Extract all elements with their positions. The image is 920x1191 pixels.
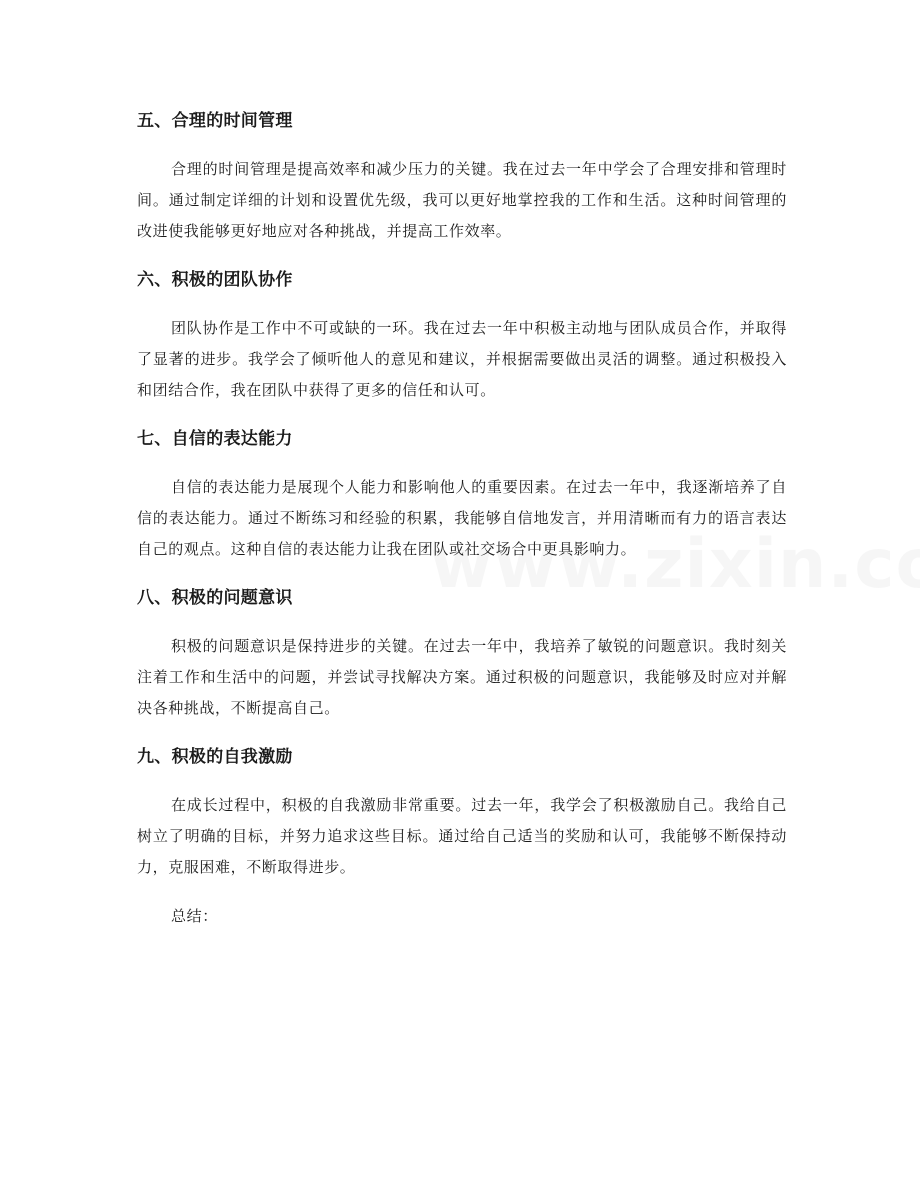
- document-body: [137, 106, 787, 932]
- section-paragraph-expression: 自信的表达能力是展现个人能力和影响他人的重要因素。在过去一年中，我逐渐培养了自信的表达能力。通过不断练习和经验的积累，我能够自信地发言，并用清晰而有力的语言表达自己的观点。这种自信的表达能力让我在团队或社交场合中更具影响力。: [137, 478, 787, 558]
- section-heading-teamwork: 六、积极的团队协作: [137, 270, 293, 290]
- section-paragraph-teamwork: 团队协作是工作中不可或缺的一环。我在过去一年中积极主动地与团队成员合作，并取得了显著的进步。我学会了倾听他人的意见和建议，并根据需要做出灵活的调整。通过积极投入和团结合作，我在团队中获得了更多的信任和认可。: [137, 319, 787, 399]
- section-heading-problem-awareness: 八、积极的问题意识: [137, 588, 293, 608]
- section-heading-self-motivation: 九、积极的自我激励: [137, 747, 293, 767]
- section-heading-time-management: 五、合理的时间管理: [137, 111, 293, 131]
- section-heading-expression: 七、自信的表达能力: [137, 429, 293, 449]
- section-paragraph-self-motivation: 在成长过程中，积极的自我激励非常重要。过去一年，我学会了积极激励自己。我给自己树立了明确的目标，并努力追求这些目标。通过给自己适当的奖励和认可，我能够不断保持动力，克服困难，不断取得进步。: [137, 796, 787, 876]
- section-paragraph-problem-awareness: 积极的问题意识是保持进步的关键。在过去一年中，我培养了敏锐的问题意识。我时刻关注着工作和生活中的问题，并尝试寻找解决方案。通过积极的问题意识，我能够及时应对并解决各种挑战，不断提高自己。: [137, 637, 787, 717]
- section-paragraph-time-management: 合理的时间管理是提高效率和减少压力的关键。我在过去一年中学会了合理安排和管理时间。通过制定详细的计划和设置优先级，我可以更好地掌控我的工作和生活。这种时间管理的改进使我能够更好地应对各种挑战，并提高工作效率。: [137, 160, 787, 240]
- summary-label: 总结：: [171, 907, 218, 925]
